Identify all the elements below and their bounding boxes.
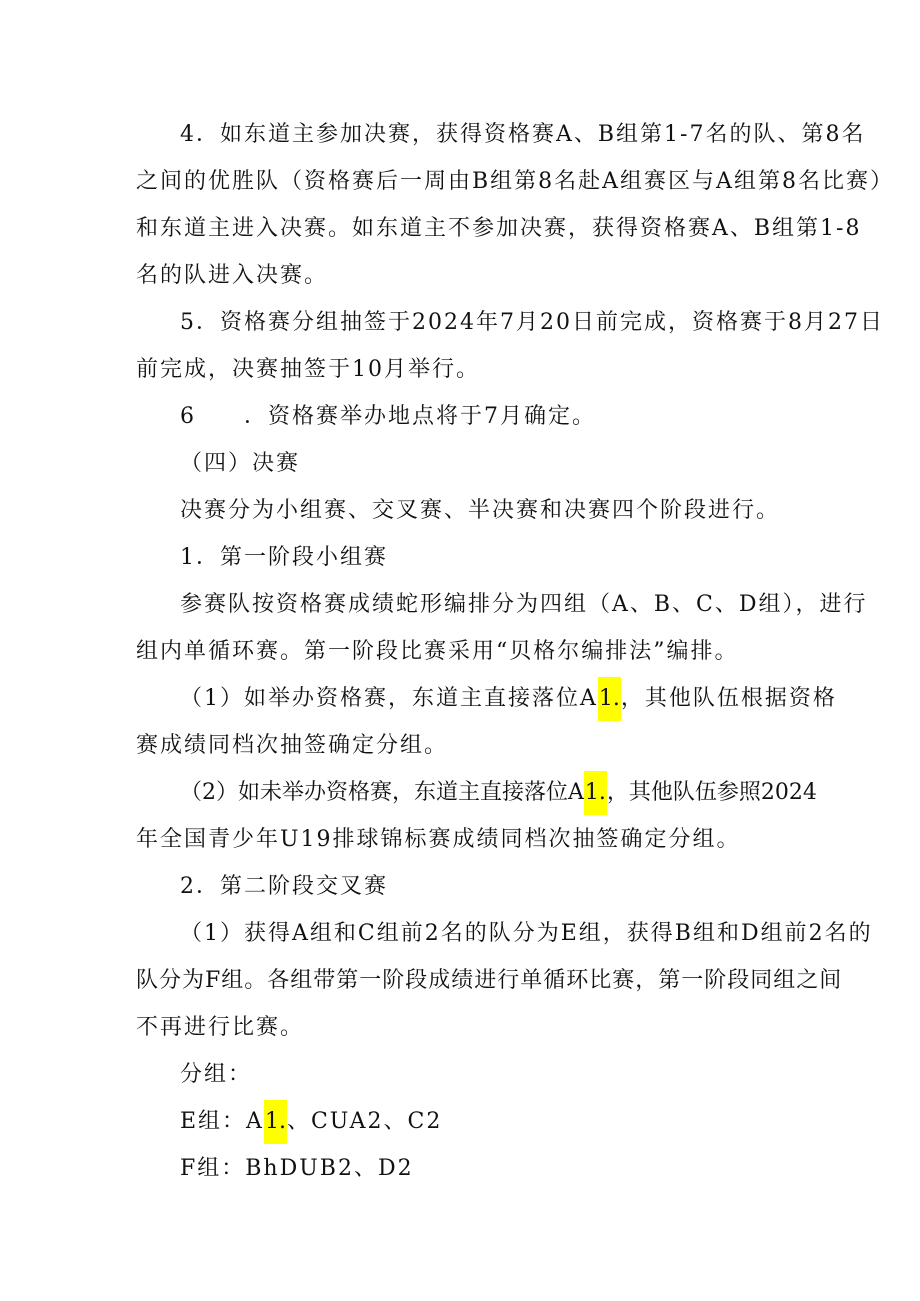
paragraph-4-line-1: 4．如东道主参加决赛，获得资格赛A、B组第1-7名的队、第8名: [180, 122, 866, 147]
highlighted-text: 1.: [584, 771, 607, 815]
stage-2-heading: 2．第二阶段交叉赛: [180, 874, 388, 899]
stage-1-heading: 1．第一阶段小组赛: [180, 545, 388, 570]
paragraph-4-line-4: 名的队进入决赛。: [136, 263, 329, 288]
highlighted-text: 1.: [264, 1100, 287, 1144]
stage-2-item-1-line-2: 队分为F组。各组带第一阶段成绩进行单循环比赛，第一阶段同组之间: [136, 968, 843, 993]
stage-1-item-1-line-2: 赛成绩同档次抽签确定分组。: [136, 733, 449, 758]
group-f-line: F组：BhDUB2、D2: [180, 1156, 414, 1181]
paragraph-6: 6 ．资格赛举办地点将于7月确定。: [180, 404, 596, 429]
text-run: （1）如举办资格赛，东道主直接落位A: [180, 686, 598, 711]
stage-1-para-line-1: 参赛队按资格赛成绩蛇形编排分为四组（A、B、C、D组），进行: [180, 592, 868, 617]
paragraph-4-line-3: 和东道主进入决赛。如东道主不参加决赛，获得资格赛A、B组第1-8: [136, 216, 862, 241]
text-run: ，其他队伍参照2024: [606, 780, 817, 805]
final-intro-paragraph: 决赛分为小组赛、交叉赛、半决赛和决赛四个阶段进行。: [180, 498, 781, 523]
stage-2-item-1-line-3: 不再进行比赛。: [136, 1015, 305, 1040]
text-run: 、CUA2、C2: [286, 1109, 443, 1134]
text-run: ，其他队伍根据资格: [620, 686, 837, 711]
text-run: E组：A: [180, 1109, 264, 1134]
text-run: （2）如未举办资格赛，东道主直接落位A: [180, 780, 584, 805]
stage-1-item-1-line-1: [180, 676, 920, 722]
stage-1-para-line-2: 组内单循环赛。第一阶段比赛采用“贝格尔编排法”编排。: [136, 639, 739, 664]
group-e-line: [180, 1099, 920, 1145]
stage-2-item-1-line-1: （1）获得A组和C组前2名的队分为E组，获得B组和D组前2名的: [180, 921, 873, 946]
stage-1-item-2-line-2: 年全国青少年U19排球锦标赛成绩同档次抽签确定分组。: [136, 827, 741, 852]
section-heading-final: （四）决赛: [180, 451, 301, 476]
grouping-label: 分组：: [180, 1062, 253, 1087]
highlighted-text: 1.: [598, 677, 621, 721]
paragraph-5-line-1: 5．资格赛分组抽签于2024年7月20日前完成，资格赛于8月27日: [180, 310, 884, 335]
paragraph-5-line-2: 前完成，决赛抽签于10月举行。: [136, 357, 480, 382]
stage-1-item-2-line-1: [180, 770, 920, 816]
paragraph-4-line-2: 之间的优胜队（资格赛后一周由B组第8名赴A组赛区与A组第8名比赛）: [136, 169, 894, 194]
